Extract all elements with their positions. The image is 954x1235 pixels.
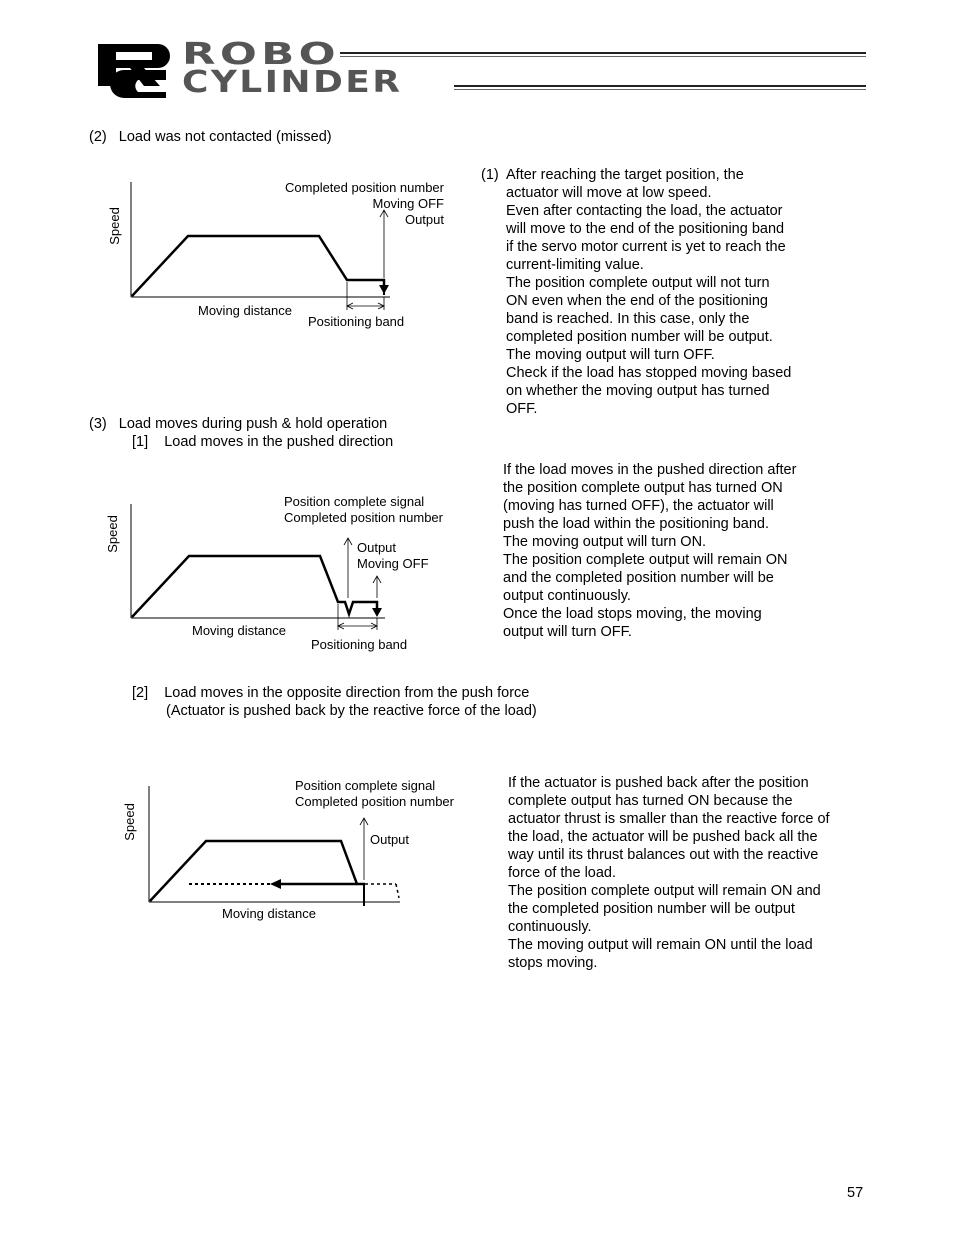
signal-label: Position complete signal: [284, 494, 425, 509]
y-axis-label: Speed: [104, 515, 120, 553]
subsection-2-title: [2] Load moves in the opposite direction from the push force: [132, 685, 530, 701]
x-axis-label: Moving distance: [192, 623, 286, 638]
x-axis-label: Moving distance: [198, 303, 292, 318]
logo-word-robo: ROBO: [182, 37, 341, 72]
signal-label: Output: [357, 540, 397, 555]
signal-label: Completed position number: [295, 794, 454, 809]
signal-label: Moving OFF: [372, 196, 444, 211]
y-axis-label: Speed: [121, 803, 137, 841]
signal-label: Output: [370, 832, 410, 847]
subsection-1-title: [1] Load moves in the pushed direction: [132, 434, 394, 450]
chart-load-moves-pushed: [100, 490, 470, 660]
section-2-description: After reaching the target position, the actuator will move at low speed. Even after contacting the load, the actuator will move to the end of the positioning band if the servo motor current is yet to reach the current-limiting value. The position complete output will not turn ON even when the end of the positioning band is reached. In this case, only the completed position number will be output. The moving output will turn OFF. Check if the load has stopped moving based on whether the moving output has turned OFF.: [506, 167, 792, 417]
y-axis-label: Speed: [106, 207, 122, 245]
section-2-title: (2) Load was not contacted (missed): [89, 129, 332, 145]
page-number: 57: [847, 1185, 864, 1201]
positioning-band-label: Positioning band: [308, 314, 405, 329]
chart-load-pushes-back: [115, 770, 485, 930]
x-axis-label: Moving distance: [222, 906, 316, 921]
positioning-band-label: Positioning band: [311, 637, 408, 652]
logo-word-cylinder: CYLINDER: [182, 65, 403, 100]
subsection-2-subtitle: (Actuator is pushed back by the reactive force of the load): [166, 703, 537, 719]
desc-number: (1): [481, 167, 499, 183]
subsection-1-description: If the load moves in the pushed direction after the position complete output has turned ON (moving has turned OFF), the actuator will push the load within the positioning band. The moving output will turn ON. The position complete output will remain ON and the completed position number will be output continuously. Once the load stops moving, the moving output will turn OFF.: [503, 462, 797, 640]
signal-label: Position complete signal: [295, 778, 436, 793]
header-logo: [94, 37, 869, 100]
chart-missed-load: [100, 170, 460, 340]
subsection-2-description: If the actuator is pushed back after the position complete output has turned ON because the actuator thrust is smaller than the reactive force of the load, the actuator will be pushed back all the way until its thrust balances out with the reactive force of the load. The position complete output will remain ON and the completed position number will be output continuously. The moving output will remain ON until the load stops moving.: [508, 775, 830, 971]
signal-label: Completed position number: [285, 180, 444, 195]
section-3-title: (3) Load moves during push & hold operation: [89, 416, 388, 432]
signal-label: Moving OFF: [357, 556, 429, 571]
signal-label: Output: [404, 212, 444, 227]
signal-label: Completed position number: [284, 510, 443, 525]
